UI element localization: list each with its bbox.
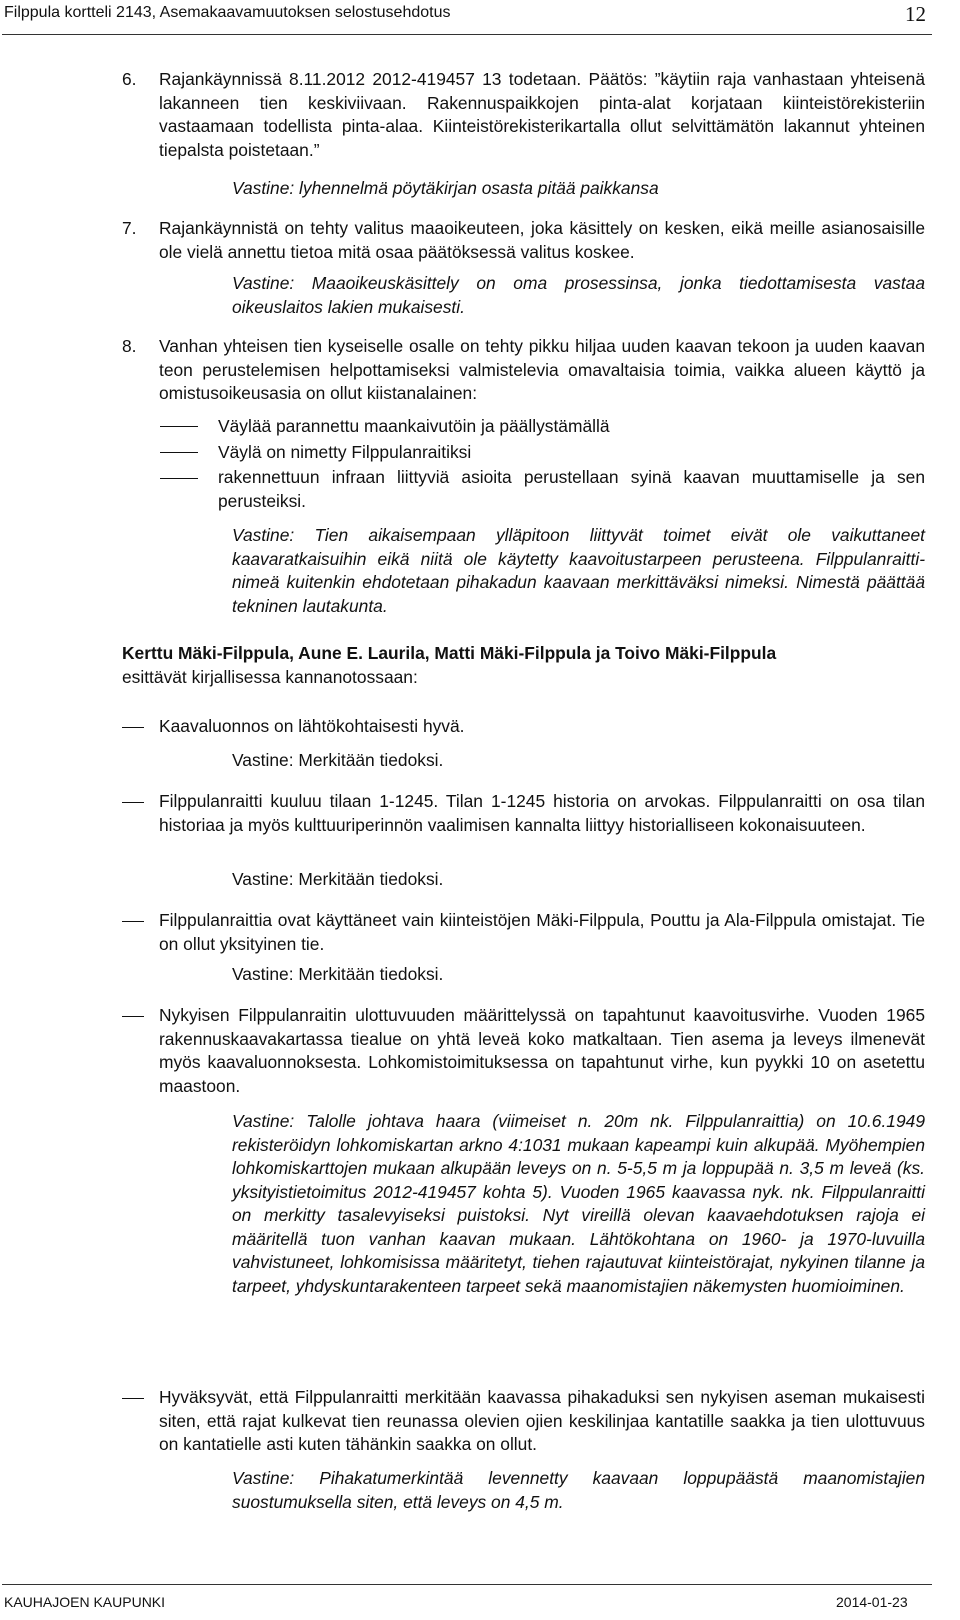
item-number: 7. bbox=[122, 218, 137, 238]
response-text: Vastine: Maaoikeuskäsittely on oma prosessinsa, jonka tiedottamisesta vastaa oikeuslaitos lakien mukaisesti. bbox=[232, 273, 925, 317]
response-text: Vastine: lyhennelmä pöytäkirjan osasta pitää paikkansa bbox=[232, 178, 659, 198]
item-number: 6. bbox=[122, 69, 137, 89]
header-divider bbox=[2, 34, 932, 35]
point-text: Kaavaluonnos on lähtökohtaisesti hyvä. bbox=[159, 716, 465, 736]
bullet-dash bbox=[122, 727, 144, 728]
bullet-text: rakennettuun infraan liittyviä asioita perustellaan syinä kaavan muuttamiselle ja sen perusteiksi. bbox=[218, 467, 925, 511]
item-number: 8. bbox=[122, 336, 137, 356]
bullet-dash bbox=[160, 452, 198, 453]
footer-organization: KAUHAJOEN KAUPUNKI bbox=[4, 1594, 166, 1610]
response-text: Vastine: Tien aikaisempaan ylläpitoon liittyvät toimet eivät ole vaikuttaneet kaavaratkaisuihin eikä niitä ole käytetty kaavoitustarpeen perusteena. Filppulanraitti-nimeä kuitenkin ehdotetaan pihakadun kaavaan merkittäväksi nimeksi. Nimestä päättää tekninen lautakunta. bbox=[232, 525, 925, 616]
response-text: Vastine: Merkitään tiedoksi. bbox=[232, 964, 444, 984]
bullet-dash bbox=[122, 1398, 144, 1399]
document-title: Filppula kortteli 2143, Asemakaavamuutoksen selostusehdotus bbox=[4, 4, 451, 21]
response-text: Vastine: Merkitään tiedoksi. bbox=[232, 869, 444, 889]
section-heading: Kerttu Mäki-Filppula, Aune E. Laurila, Matti Mäki-Filppula ja Toivo Mäki-Filppula bbox=[122, 643, 777, 663]
footer-date: 2014-01-23 bbox=[836, 1594, 908, 1610]
bullet-text: Väylä on nimetty Filppulanraitiksi bbox=[218, 442, 472, 462]
section-intro: esittävät kirjallisessa kannanotossaan: bbox=[122, 667, 418, 687]
response-text: Vastine: Talolle johtava haara (viimeiset n. 20m nk. Filppulanraittia) on 10.6.1949 rekisteröidyn lohkomiskartan arkno 4:1031 mukaan kapeampi kuin alkupää. Myöhempien lohkomiskarttojen mukaan alkupään leveys on n. 5-5,5 m ja loppupää n. 3,5 m leveä (ks. yksityistietoimitus 2012-419457 kohta 5). Vuoden 1965 kaavassa nyk. nk. Filppulanraitti on merkitty tasalevyiseksi puistoksi. Nyt vireillä olevan kaavaehdotuksen rajoja ei määritellä tuon vanhan kaavan mukaan. Lähtökohtana on 1960- ja 1970-luvuilla vahvistuneet, lohkomisissa määritetyt, tiehen rajautuvat kiinteistörajat, nykyinen tilanne ja tarpeet, yhdyskuntarakenteen tarpeet sekä maanomistajien näkemysten huomioiminen. bbox=[232, 1111, 925, 1296]
response-text: Vastine: Pihakatumerkintää levennetty kaavaan loppupäästä maanomistajien suostumuksella siten, että leveys on 4,5 m. bbox=[232, 1468, 925, 1512]
point-text: Filppulanraitti kuuluu tilaan 1-1245. Tilan 1-1245 historia on arvokas. Filppulanraitti on osa tilan historiaa ja myös kulttuuriperinnön vaalimisen kannalta liittyy historialliseen kokonaisuuteen. bbox=[159, 791, 925, 835]
point-text: Nykyisen Filppulanraitin ulottuvuuden määrittelyssä on tapahtunut kaavoitusvirhe. Vuoden 1965 rakennuskaavakartassa tiealue on yhtä leveä koko matkaltaan. Tien asema ja leveys ilmenevät myös kaavaluonnoksesta. Lohkomistoimituksessa on tapahtunut virhe, kun pyykki 10 on asetettu maastoon. bbox=[159, 1005, 925, 1096]
point-text: Hyväksyvät, että Filppulanraitti merkitään kaavassa pihakaduksi sen nykyisen aseman mukaisesti siten, että rajat kulkevat tien reunassa olevien ojien keskilinjaa kantatille saakka ja tien ulottuvuus on kantatielle asti kuten tähänkin saakka on ollut. bbox=[159, 1387, 925, 1454]
page-number: 12 bbox=[905, 2, 926, 26]
item-text: Rajankäynnissä 8.11.2012 2012-419457 13 todetaan. Päätös: ”käytiin raja vanhastaan yhteisenä lakanneen tien keskiviivaan. Rakennuspaikkojen pinta-alat korjataan kiinteistörekisteriin vastaamaan todellista pinta-alaa. Kiinteistörekisterikartalla ollut selvittämätön lakannut yhteinen tiepalsta poistetaan.” bbox=[159, 69, 925, 160]
bullet-dash bbox=[122, 802, 144, 803]
footer-divider bbox=[2, 1584, 932, 1585]
page-header bbox=[0, 0, 960, 34]
bullet-dash bbox=[160, 426, 198, 427]
bullet-dash bbox=[122, 1016, 144, 1017]
bullet-dash bbox=[122, 921, 144, 922]
bullet-dash bbox=[160, 478, 198, 479]
point-text: Filppulanraittia ovat käyttäneet vain kiinteistöjen Mäki-Filppula, Pouttu ja Ala-Filppula omistajat. Tie on ollut yksityinen tie. bbox=[159, 910, 925, 954]
response-text: Vastine: Merkitään tiedoksi. bbox=[232, 750, 444, 770]
bullet-text: Väylää parannettu maankaivutöin ja päällystämällä bbox=[218, 416, 610, 436]
item-text: Vanhan yhteisen tien kyseiselle osalle on tehty pikku hiljaa uuden kaavan tekoon ja uuden kaavan teon perustelemisen helpottamiseksi valmistelevia omavaltaisia toimia, vaikka alueen käyttö ja omistusoikeusasia on ollut kiistanalainen: bbox=[159, 336, 925, 403]
item-text: Rajankäynnistä on tehty valitus maaoikeuteen, joka käsittely on kesken, eikä meille asianosaisille ole vielä annettu tietoa mitä osaa päätöksessä valitus koskee. bbox=[159, 218, 925, 262]
